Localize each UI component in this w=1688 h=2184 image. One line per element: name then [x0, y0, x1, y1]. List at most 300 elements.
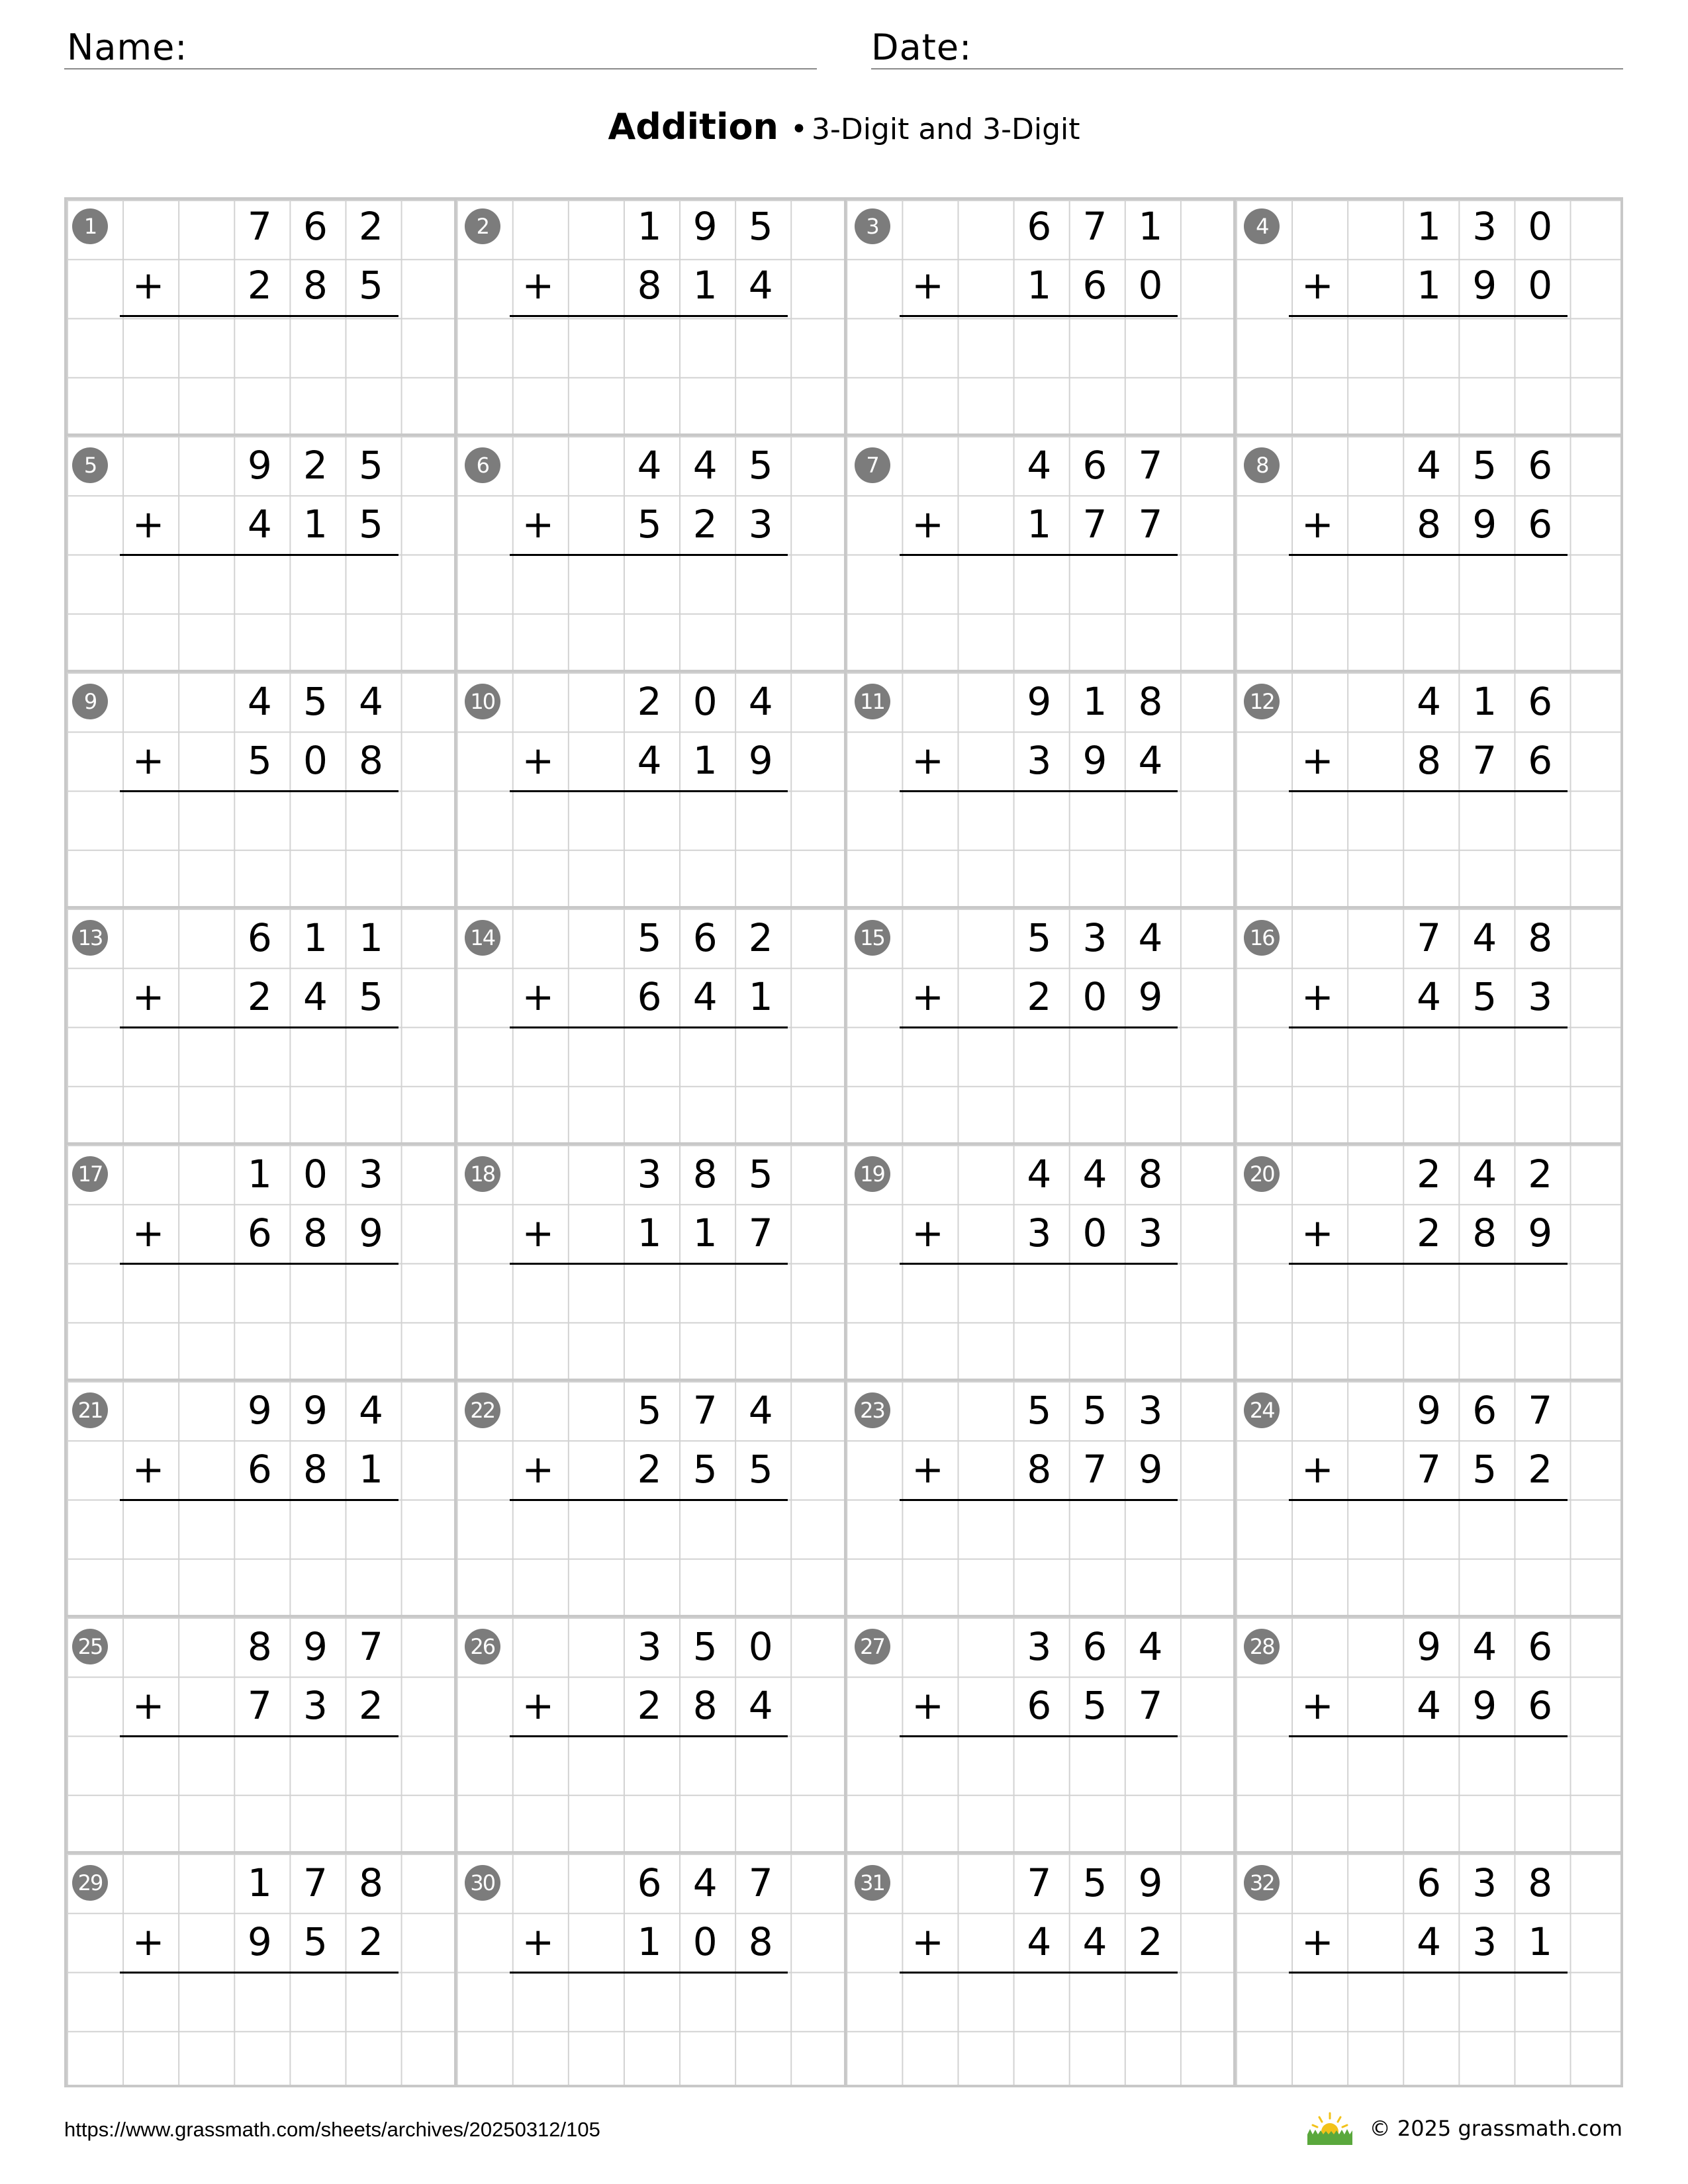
- addend-bottom-digit: 7: [1138, 502, 1163, 547]
- addend-bottom-digit: 1: [1027, 263, 1052, 308]
- problem-22: [454, 1379, 844, 1615]
- addend-top-digit: 8: [692, 1152, 718, 1197]
- answer-line: [1289, 1735, 1568, 1737]
- addend-top-digit: 5: [1082, 1388, 1107, 1433]
- plus-sign: +: [1301, 974, 1334, 1020]
- plus-sign: +: [912, 502, 944, 547]
- addend-bottom-digit: 1: [748, 974, 773, 1020]
- addend-top-digit: 1: [1082, 679, 1107, 724]
- problem-15: [844, 906, 1234, 1142]
- answer-line: [510, 1026, 788, 1028]
- addend-bottom-digit: 1: [637, 1210, 662, 1256]
- problem-number-badge: 9: [72, 684, 108, 719]
- answer-line: [900, 1499, 1178, 1501]
- problem-number-badge: 3: [855, 208, 890, 244]
- answer-line: [900, 315, 1178, 317]
- addend-top-digit: 2: [303, 443, 328, 488]
- addend-top-digit: 9: [303, 1388, 328, 1433]
- answer-line: [120, 1026, 399, 1028]
- addend-bottom-digit: 4: [1417, 974, 1441, 1020]
- addend-top-digit: 4: [1027, 1152, 1052, 1197]
- addend-bottom-digit: 5: [359, 263, 383, 308]
- addend-top-digit: 7: [748, 1860, 773, 1905]
- addend-top-digit: 5: [692, 1624, 718, 1669]
- addend-top-digit: 9: [303, 1624, 328, 1669]
- plus-sign: +: [912, 1447, 944, 1492]
- addend-bottom-digit: 1: [1417, 263, 1441, 308]
- answer-line: [900, 1972, 1178, 1974]
- plus-sign: +: [1301, 1919, 1334, 1965]
- addend-bottom-digit: 1: [1027, 502, 1052, 547]
- addend-top-digit: 5: [637, 1388, 662, 1433]
- addend-bottom-digit: 6: [1528, 738, 1553, 784]
- addend-top-digit: 7: [1417, 915, 1441, 960]
- worksheet-title: [0, 106, 1688, 152]
- addend-bottom-digit: 6: [247, 1447, 272, 1492]
- addend-bottom-digit: 5: [303, 1919, 328, 1965]
- answer-line: [510, 1263, 788, 1265]
- addend-top-digit: 8: [1528, 915, 1553, 960]
- addend-top-digit: 1: [1138, 204, 1163, 249]
- addend-top-digit: 5: [637, 915, 662, 960]
- title-bullet: •: [790, 113, 808, 146]
- addend-top-digit: 3: [359, 1152, 383, 1197]
- answer-line: [900, 790, 1178, 792]
- addend-bottom-digit: 3: [1027, 738, 1052, 784]
- addend-bottom-digit: 9: [247, 1919, 272, 1965]
- addend-bottom-digit: 7: [1472, 738, 1497, 784]
- addend-bottom-digit: 4: [1138, 738, 1163, 784]
- addend-bottom-digit: 8: [1472, 1210, 1497, 1256]
- problem-number-badge: 17: [72, 1156, 108, 1192]
- problem-number-badge: 6: [465, 447, 500, 483]
- addend-top-digit: 0: [1528, 204, 1553, 249]
- addend-top-digit: 4: [1472, 915, 1497, 960]
- addend-bottom-digit: 1: [303, 502, 328, 547]
- addend-bottom-digit: 9: [1082, 738, 1107, 784]
- problem-7: [844, 433, 1234, 670]
- date-line: [871, 68, 1623, 69]
- title-subtitle: 3-Digit and 3-Digit: [811, 113, 1080, 146]
- answer-line: [510, 790, 788, 792]
- addend-top-digit: 6: [303, 204, 328, 249]
- problem-32: [1233, 1851, 1623, 2087]
- problem-number-badge: 7: [855, 447, 890, 483]
- addend-bottom-digit: 5: [1472, 1447, 1497, 1492]
- addend-top-digit: 4: [748, 679, 773, 724]
- addend-top-digit: 9: [247, 1388, 272, 1433]
- addend-top-digit: 7: [247, 204, 272, 249]
- problem-21: [64, 1379, 454, 1615]
- addend-top-digit: 4: [1472, 1152, 1497, 1197]
- addend-top-digit: 5: [1027, 915, 1052, 960]
- addend-top-digit: 9: [1417, 1624, 1441, 1669]
- problem-number-badge: 31: [855, 1865, 890, 1901]
- addend-bottom-digit: 3: [303, 1683, 328, 1729]
- addend-top-digit: 1: [1417, 204, 1441, 249]
- addend-top-digit: 6: [1082, 1624, 1107, 1669]
- addend-bottom-digit: 7: [247, 1683, 272, 1729]
- problem-number-badge: 25: [72, 1629, 108, 1664]
- sun-over-grass-icon: [1306, 2111, 1354, 2146]
- plus-sign: +: [522, 502, 555, 547]
- addend-top-digit: 4: [1138, 1624, 1163, 1669]
- addend-bottom-digit: 2: [1528, 1447, 1553, 1492]
- plus-sign: +: [912, 1683, 944, 1729]
- addend-top-digit: 6: [1528, 443, 1553, 488]
- problem-27: [844, 1615, 1234, 1851]
- addend-top-digit: 7: [303, 1860, 328, 1905]
- problem-number-badge: 21: [72, 1392, 108, 1428]
- answer-line: [510, 1735, 788, 1737]
- addend-bottom-digit: 5: [692, 1447, 718, 1492]
- addend-bottom-digit: 2: [359, 1919, 383, 1965]
- addend-bottom-digit: 8: [1027, 1447, 1052, 1492]
- problem-number-badge: 12: [1244, 684, 1280, 719]
- addend-top-digit: 5: [303, 679, 328, 724]
- plus-sign: +: [522, 1210, 555, 1256]
- addend-top-digit: 9: [247, 443, 272, 488]
- problem-number-badge: 32: [1244, 1865, 1280, 1901]
- addend-bottom-digit: 8: [748, 1919, 773, 1965]
- addend-bottom-digit: 3: [1027, 1210, 1052, 1256]
- addend-top-digit: 4: [1082, 1152, 1107, 1197]
- addend-bottom-digit: 0: [1082, 1210, 1107, 1256]
- addend-bottom-digit: 1: [692, 1210, 718, 1256]
- addend-top-digit: 1: [303, 915, 328, 960]
- addend-top-digit: 6: [1472, 1388, 1497, 1433]
- addend-bottom-digit: 2: [247, 263, 272, 308]
- plus-sign: +: [132, 1683, 165, 1729]
- addend-bottom-digit: 3: [1528, 974, 1553, 1020]
- problem-31: [844, 1851, 1234, 2087]
- answer-line: [120, 554, 399, 556]
- footer-copyright: © 2025 grassmath.com: [1369, 2116, 1622, 2141]
- addend-top-digit: 4: [1138, 915, 1163, 960]
- addend-top-digit: 6: [1417, 1860, 1441, 1905]
- addend-bottom-digit: 6: [1082, 263, 1107, 308]
- plus-sign: +: [1301, 1447, 1334, 1492]
- answer-line: [900, 1263, 1178, 1265]
- addend-bottom-digit: 9: [359, 1210, 383, 1256]
- addend-top-digit: 5: [748, 204, 773, 249]
- addend-top-digit: 1: [247, 1152, 272, 1197]
- addend-top-digit: 2: [637, 679, 662, 724]
- addend-top-digit: 7: [359, 1624, 383, 1669]
- addend-bottom-digit: 0: [303, 738, 328, 784]
- problem-6: [454, 433, 844, 670]
- answer-line: [900, 1735, 1178, 1737]
- problem-number-badge: 27: [855, 1629, 890, 1664]
- problem-number-badge: 22: [465, 1392, 500, 1428]
- answer-line: [510, 1972, 788, 1974]
- problem-number-badge: 28: [1244, 1629, 1280, 1664]
- problem-number-badge: 30: [465, 1865, 500, 1901]
- problem-number-badge: 5: [72, 447, 108, 483]
- addend-top-digit: 4: [359, 1388, 383, 1433]
- answer-line: [510, 1499, 788, 1501]
- name-label: Name:: [67, 26, 188, 68]
- answer-line: [510, 554, 788, 556]
- addend-bottom-digit: 2: [1417, 1210, 1441, 1256]
- addend-bottom-digit: 5: [637, 502, 662, 547]
- addend-top-digit: 1: [359, 915, 383, 960]
- plus-sign: +: [912, 1210, 944, 1256]
- addend-top-digit: 3: [1082, 915, 1107, 960]
- problem-number-badge: 15: [855, 920, 890, 956]
- addend-bottom-digit: 8: [637, 263, 662, 308]
- answer-line: [120, 1499, 399, 1501]
- addend-bottom-digit: 4: [1417, 1919, 1441, 1965]
- addend-bottom-digit: 4: [748, 1683, 773, 1729]
- problem-29: [64, 1851, 454, 2087]
- addend-bottom-digit: 9: [1472, 1683, 1497, 1729]
- addend-top-digit: 8: [247, 1624, 272, 1669]
- addend-bottom-digit: 6: [637, 974, 662, 1020]
- addend-bottom-digit: 1: [359, 1447, 383, 1492]
- addend-bottom-digit: 0: [1082, 974, 1107, 1020]
- plus-sign: +: [1301, 502, 1334, 547]
- plus-sign: +: [132, 974, 165, 1020]
- problem-19: [844, 1142, 1234, 1379]
- problem-9: [64, 670, 454, 906]
- plus-sign: +: [1301, 738, 1334, 784]
- date-label: Date:: [871, 26, 972, 68]
- plus-sign: +: [1301, 1210, 1334, 1256]
- addend-top-digit: 9: [1138, 1860, 1163, 1905]
- answer-line: [120, 1735, 399, 1737]
- problem-number-badge: 18: [465, 1156, 500, 1192]
- addend-top-digit: 0: [303, 1152, 328, 1197]
- addend-bottom-digit: 5: [247, 738, 272, 784]
- answer-line: [900, 1026, 1178, 1028]
- addend-bottom-digit: 4: [748, 263, 773, 308]
- addend-bottom-digit: 1: [692, 263, 718, 308]
- answer-line: [1289, 790, 1568, 792]
- addend-bottom-digit: 9: [1138, 974, 1163, 1020]
- problem-number-badge: 4: [1244, 208, 1280, 244]
- problem-16: [1233, 906, 1623, 1142]
- addend-bottom-digit: 0: [692, 1919, 718, 1965]
- plus-sign: +: [1301, 263, 1334, 308]
- addend-top-digit: 4: [692, 1860, 718, 1905]
- addend-bottom-digit: 9: [748, 738, 773, 784]
- addend-top-digit: 7: [1082, 204, 1107, 249]
- problem-20: [1233, 1142, 1623, 1379]
- plus-sign: +: [522, 738, 555, 784]
- addend-top-digit: 1: [637, 204, 662, 249]
- problem-grid: [64, 197, 1623, 2087]
- plus-sign: +: [1301, 1683, 1334, 1729]
- addend-bottom-digit: 9: [1472, 502, 1497, 547]
- addend-bottom-digit: 4: [692, 974, 718, 1020]
- addend-top-digit: 4: [1472, 1624, 1497, 1669]
- addend-top-digit: 8: [359, 1860, 383, 1905]
- plus-sign: +: [522, 1447, 555, 1492]
- addend-bottom-digit: 3: [1138, 1210, 1163, 1256]
- plus-sign: +: [132, 263, 165, 308]
- addend-bottom-digit: 9: [1138, 1447, 1163, 1492]
- problem-11: [844, 670, 1234, 906]
- addend-top-digit: 1: [247, 1860, 272, 1905]
- addend-bottom-digit: 7: [1417, 1447, 1441, 1492]
- addend-top-digit: 4: [692, 443, 718, 488]
- addend-top-digit: 4: [748, 1388, 773, 1433]
- addend-bottom-digit: 7: [748, 1210, 773, 1256]
- addend-bottom-digit: 2: [1027, 974, 1052, 1020]
- answer-line: [1289, 1972, 1568, 1974]
- addend-top-digit: 3: [1027, 1624, 1052, 1669]
- answer-line: [120, 1263, 399, 1265]
- problem-number-badge: 13: [72, 920, 108, 956]
- addend-bottom-digit: 8: [303, 263, 328, 308]
- problem-23: [844, 1379, 1234, 1615]
- addend-bottom-digit: 4: [1027, 1919, 1052, 1965]
- addend-top-digit: 3: [1472, 1860, 1497, 1905]
- title-main: Addition: [608, 106, 778, 148]
- addend-top-digit: 4: [637, 443, 662, 488]
- answer-line: [510, 315, 788, 317]
- answer-line: [120, 1972, 399, 1974]
- addend-bottom-digit: 1: [637, 1919, 662, 1965]
- problem-14: [454, 906, 844, 1142]
- plus-sign: +: [912, 1919, 944, 1965]
- addend-top-digit: 6: [247, 915, 272, 960]
- addend-bottom-digit: 8: [303, 1447, 328, 1492]
- addend-bottom-digit: 4: [637, 738, 662, 784]
- addend-bottom-digit: 6: [1027, 1683, 1052, 1729]
- addend-top-digit: 9: [1417, 1388, 1441, 1433]
- problem-18: [454, 1142, 844, 1379]
- addend-bottom-digit: 3: [748, 502, 773, 547]
- addend-top-digit: 2: [748, 915, 773, 960]
- problem-3: [844, 197, 1234, 433]
- problem-30: [454, 1851, 844, 2087]
- addend-top-digit: 0: [748, 1624, 773, 1669]
- addend-top-digit: 4: [247, 679, 272, 724]
- addend-top-digit: 9: [692, 204, 718, 249]
- addend-top-digit: 6: [637, 1860, 662, 1905]
- plus-sign: +: [522, 974, 555, 1020]
- problem-4: [1233, 197, 1623, 433]
- addend-top-digit: 6: [1528, 1624, 1553, 1669]
- plus-sign: +: [912, 974, 944, 1020]
- problem-24: [1233, 1379, 1623, 1615]
- name-line: [64, 68, 817, 69]
- addend-top-digit: 5: [748, 443, 773, 488]
- addend-bottom-digit: 5: [1082, 1683, 1107, 1729]
- addend-top-digit: 4: [1417, 679, 1441, 724]
- plus-sign: +: [132, 738, 165, 784]
- addend-top-digit: 3: [1472, 204, 1497, 249]
- addend-bottom-digit: 2: [692, 502, 718, 547]
- plus-sign: +: [912, 263, 944, 308]
- problem-number-badge: 16: [1244, 920, 1280, 956]
- problem-number-badge: 14: [465, 920, 500, 956]
- problem-number-badge: 26: [465, 1629, 500, 1664]
- addend-bottom-digit: 8: [1417, 502, 1441, 547]
- addend-bottom-digit: 1: [1528, 1919, 1553, 1965]
- addend-bottom-digit: 0: [1528, 263, 1553, 308]
- addend-bottom-digit: 5: [359, 974, 383, 1020]
- addend-top-digit: 4: [1027, 443, 1052, 488]
- problem-28: [1233, 1615, 1623, 1851]
- addend-bottom-digit: 9: [1528, 1210, 1553, 1256]
- addend-top-digit: 6: [692, 915, 718, 960]
- answer-line: [1289, 1263, 1568, 1265]
- problem-26: [454, 1615, 844, 1851]
- addend-top-digit: 6: [1082, 443, 1107, 488]
- addend-bottom-digit: 3: [1472, 1919, 1497, 1965]
- addend-bottom-digit: 8: [692, 1683, 718, 1729]
- plus-sign: +: [522, 263, 555, 308]
- addend-top-digit: 7: [1027, 1860, 1052, 1905]
- answer-line: [120, 790, 399, 792]
- plus-sign: +: [132, 1447, 165, 1492]
- addend-top-digit: 5: [1027, 1388, 1052, 1433]
- problem-number-badge: 24: [1244, 1392, 1280, 1428]
- addend-top-digit: 7: [692, 1388, 718, 1433]
- problem-8: [1233, 433, 1623, 670]
- problem-number-badge: 11: [855, 684, 890, 719]
- addend-bottom-digit: 4: [1082, 1919, 1107, 1965]
- addend-top-digit: 0: [692, 679, 718, 724]
- addend-top-digit: 8: [1138, 1152, 1163, 1197]
- plus-sign: +: [132, 1210, 165, 1256]
- addend-bottom-digit: 7: [1138, 1683, 1163, 1729]
- addend-top-digit: 2: [1417, 1152, 1441, 1197]
- addend-top-digit: 3: [637, 1624, 662, 1669]
- addend-bottom-digit: 8: [359, 738, 383, 784]
- addend-bottom-digit: 1: [692, 738, 718, 784]
- addend-bottom-digit: 5: [1472, 974, 1497, 1020]
- addend-top-digit: 3: [637, 1152, 662, 1197]
- addend-top-digit: 2: [359, 204, 383, 249]
- problem-number-badge: 2: [465, 208, 500, 244]
- answer-line: [900, 554, 1178, 556]
- answer-line: [1289, 554, 1568, 556]
- addend-bottom-digit: 6: [1528, 502, 1553, 547]
- problem-12: [1233, 670, 1623, 906]
- addend-bottom-digit: 9: [1472, 263, 1497, 308]
- addend-bottom-digit: 7: [1082, 1447, 1107, 1492]
- plus-sign: +: [522, 1683, 555, 1729]
- problem-number-badge: 23: [855, 1392, 890, 1428]
- addend-bottom-digit: 4: [1417, 1683, 1441, 1729]
- problem-number-badge: 10: [465, 684, 500, 719]
- problem-number-badge: 20: [1244, 1156, 1280, 1192]
- addend-bottom-digit: 4: [303, 974, 328, 1020]
- addend-bottom-digit: 8: [1417, 738, 1441, 784]
- footer-brand: [1306, 2110, 1622, 2147]
- addend-top-digit: 8: [1138, 679, 1163, 724]
- addend-bottom-digit: 5: [359, 502, 383, 547]
- addend-top-digit: 5: [748, 1152, 773, 1197]
- addend-bottom-digit: 4: [247, 502, 272, 547]
- addend-bottom-digit: 5: [748, 1447, 773, 1492]
- addend-top-digit: 5: [1472, 443, 1497, 488]
- addend-top-digit: 1: [1472, 679, 1497, 724]
- problem-number-badge: 29: [72, 1865, 108, 1901]
- problem-1: [64, 197, 454, 433]
- problem-5: [64, 433, 454, 670]
- addend-top-digit: 4: [359, 679, 383, 724]
- addend-top-digit: 5: [1082, 1860, 1107, 1905]
- problem-13: [64, 906, 454, 1142]
- addend-top-digit: 6: [1027, 204, 1052, 249]
- addend-bottom-digit: 8: [303, 1210, 328, 1256]
- addend-top-digit: 3: [1138, 1388, 1163, 1433]
